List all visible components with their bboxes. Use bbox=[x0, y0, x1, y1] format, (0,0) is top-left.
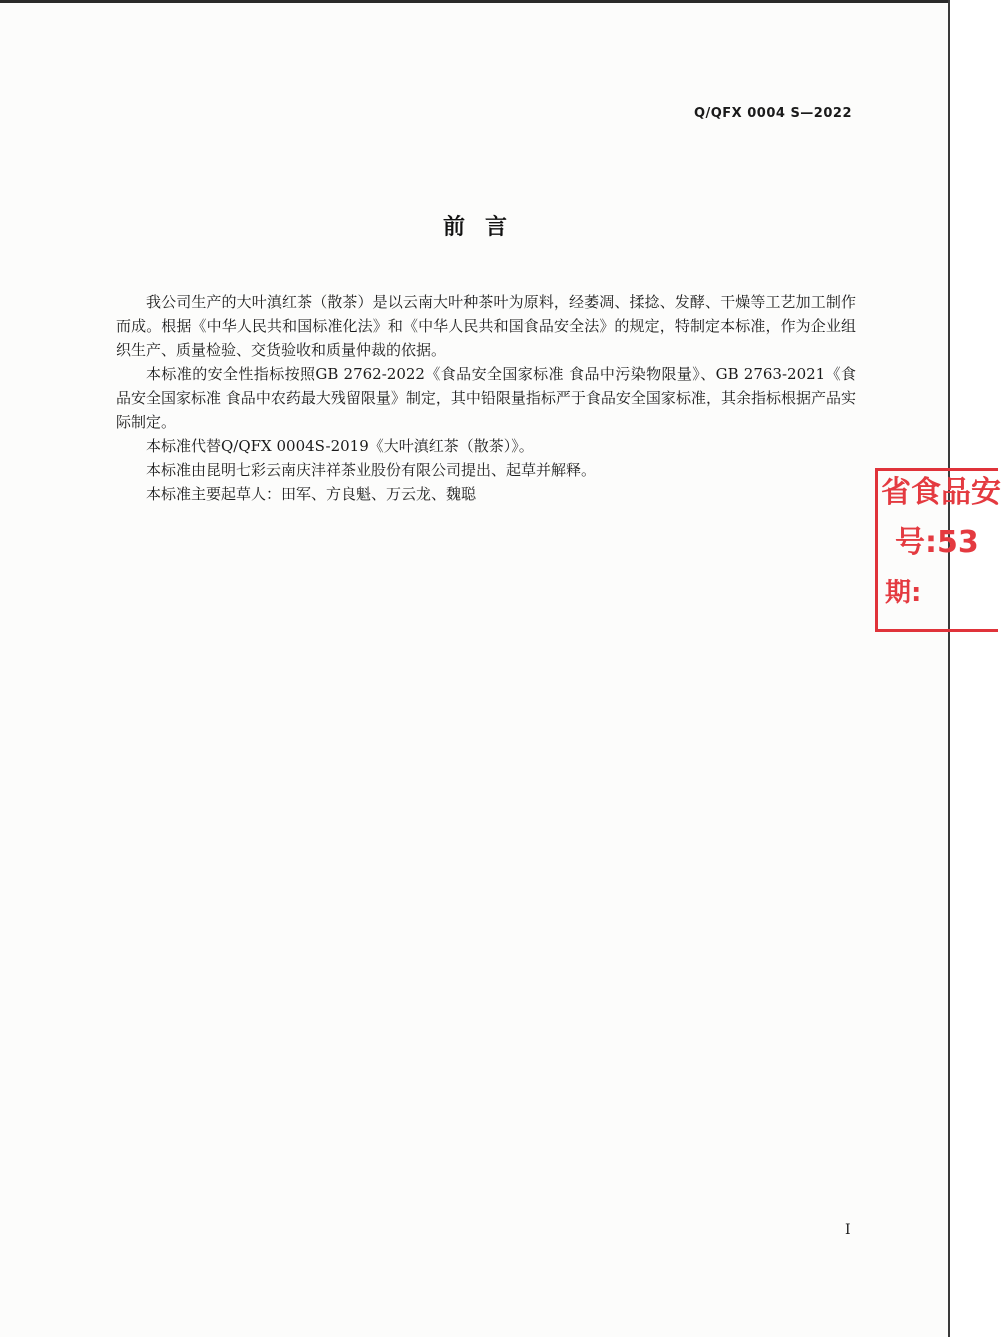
document-code: Q/QFX 0004 S—2022 bbox=[693, 106, 852, 121]
scan-edge-right bbox=[948, 0, 950, 1337]
page-title: 前言 bbox=[442, 215, 527, 240]
foreword-body bbox=[116, 290, 856, 506]
paragraph-proposer: 本标准由昆明七彩云南庆沣祥茶业股份有限公司提出、起草并解释。 bbox=[146, 461, 597, 479]
paragraph-drafters: 本标准主要起草人：田军、方良魁、万云龙、魏聪 bbox=[146, 485, 477, 503]
paragraph-safety-indicators: 本标准的安全性指标按照GB 2762-2022《食品安全国家标准 食品中污染物限量》、GB 2763-2021《食品安全国家标准 食品中农药最大残留限量》制定，其中铅限量指标严于食品安全国家标准，其余指标根据产品实际制定。 bbox=[116, 365, 856, 431]
paragraph-replaces: 本标准代替Q/QFX 0004S-2019《大叶滇红茶（散茶）》。 bbox=[146, 437, 534, 455]
page-number: I bbox=[845, 1222, 851, 1238]
stamp-line-3: 期: bbox=[885, 578, 922, 608]
stamp-line-2: 号:53 bbox=[895, 525, 979, 560]
scan-edge-top bbox=[0, 0, 950, 3]
stamp-line-1: 省食品安 bbox=[881, 475, 1001, 510]
filing-stamp bbox=[873, 468, 1001, 633]
paragraph-production: 我公司生产的大叶滇红茶（散茶）是以云南大叶种茶叶为原料，经萎凋、揉捻、发酵、干燥等工艺加工制作而成。根据《中华人民共和国标准化法》和《中华人民共和国食品安全法》的规定，特制定本标准，作为企业组织生产、质量检验、交货验收和质量仲裁的依据。 bbox=[116, 293, 856, 359]
